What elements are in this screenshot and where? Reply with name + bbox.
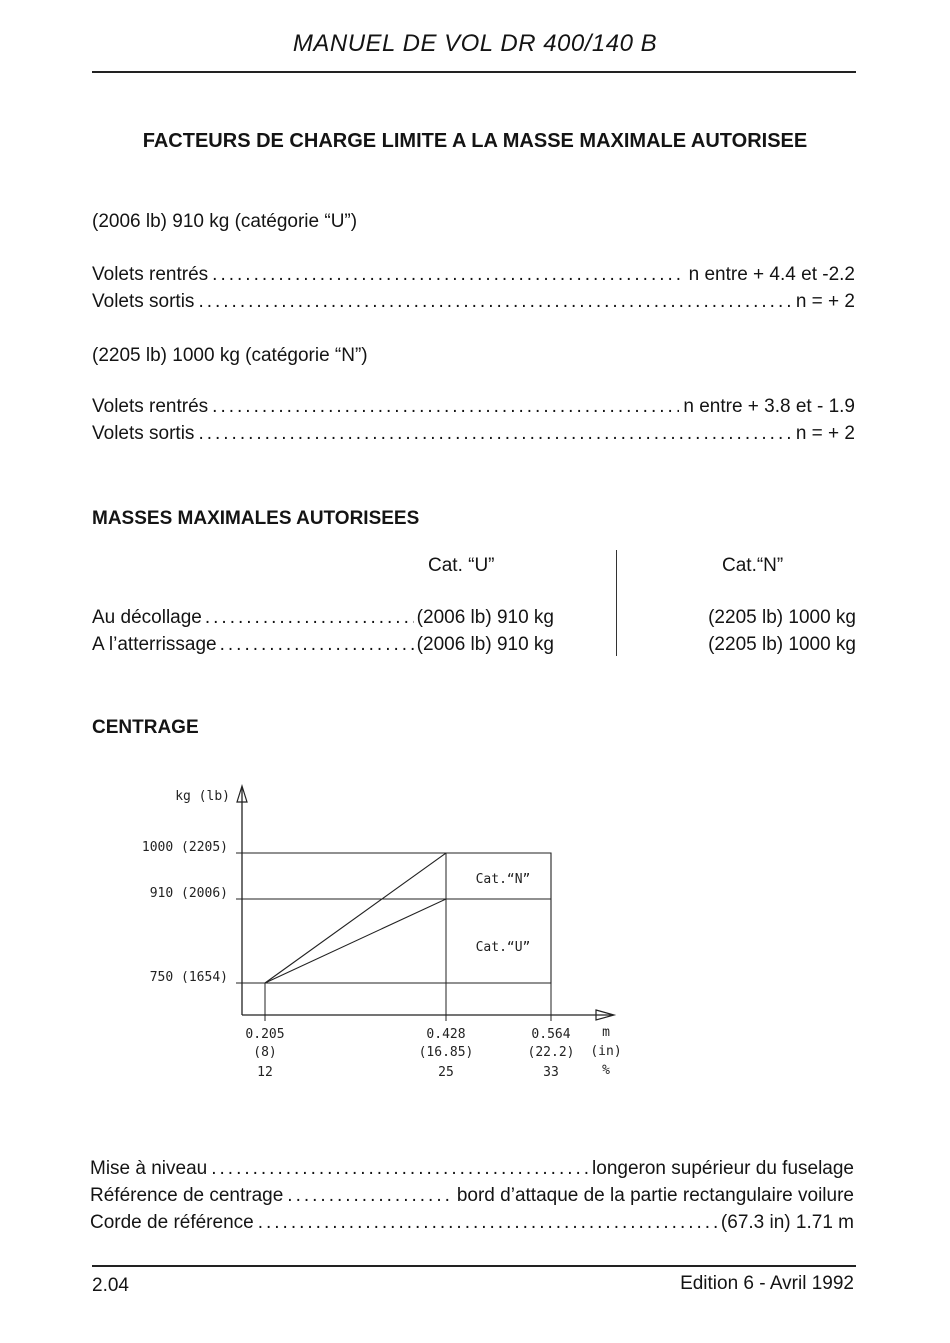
x-tick-label-in: (8) (253, 1045, 277, 1060)
section-title-centrage: CENTRAGE (92, 717, 199, 738)
y-axis-label: kg (lb) (175, 789, 230, 804)
mass-takeoff-n: (2205 lb) 1000 kg (708, 607, 856, 628)
dot-leader (287, 1185, 453, 1207)
mass-landing-n: (2205 lb) 1000 kg (708, 634, 856, 655)
row-value-u: (2006 lb) 910 kg (416, 634, 554, 655)
section-title-load-factors: FACTEURS DE CHARGE LIMITE A LA MASSE MAXIMALE AUTORISEE (142, 130, 808, 152)
dot-leader (211, 1158, 588, 1180)
y-tick-label-750: 750 (1654) (149, 970, 228, 985)
x-tick-label-pct: 33 (543, 1065, 559, 1080)
ref-row-leveling (90, 1158, 854, 1184)
x-tick-label-m: 0.564 (531, 1027, 571, 1042)
y-tick-label-910: 910 (2006) (149, 886, 228, 901)
row-label: Volets sortis (92, 291, 195, 312)
x-tick-label-in: (16.85) (418, 1045, 474, 1060)
col-header-cat-n: Cat.“N” (722, 555, 784, 576)
col-header-cat-u: Cat. “U” (428, 555, 495, 576)
row-label: Référence de centrage (90, 1185, 284, 1206)
row-value: n = + 2 (795, 423, 855, 444)
x-tick-label-m: 0.205 (245, 1027, 285, 1042)
page-number: 2.04 (92, 1275, 129, 1296)
row-value: longeron supérieur du fuselage (592, 1158, 854, 1179)
row-label: Volets rentrés (92, 396, 209, 417)
annotation-cat-u: Cat.“U” (475, 940, 531, 955)
annotation-cat-n: Cat.“N” (475, 872, 531, 887)
cat-n-heading: (2205 lb) 1000 kg (catégorie “N”) (92, 345, 368, 366)
x-unit-in: (in) (590, 1044, 622, 1059)
row-value: n = + 2 (795, 291, 855, 312)
row-label: Volets sortis (92, 423, 195, 444)
dot-leader (258, 1212, 717, 1234)
x-tick-label-m: 0.428 (426, 1027, 466, 1042)
x-tick-label-pct: 25 (438, 1065, 454, 1080)
manual-title: MANUEL DE VOL DR 400/140 B (292, 30, 658, 57)
footer-rule (92, 1265, 856, 1267)
row-label: Au décollage (92, 607, 202, 628)
section-title-masses: MASSES MAXIMALES AUTORISEES (92, 508, 420, 529)
row-value: (67.3 in) 1.71 m (720, 1212, 854, 1233)
row-label: Corde de référence (90, 1212, 254, 1233)
ref-row-datum (90, 1185, 854, 1211)
x-unit-m: m (602, 1025, 610, 1040)
row-value: bord d’attaque de la partie rectangulaire voilure (456, 1185, 854, 1206)
row-value: n entre + 3.8 et - 1.9 (683, 396, 855, 417)
row-value: n entre + 4.4 et -2.2 (688, 264, 855, 285)
cat-u-heading: (2006 lb) 910 kg (catégorie “U”) (92, 211, 358, 232)
x-tick-label-pct: 12 (257, 1065, 273, 1080)
row-label: Volets rentrés (92, 264, 209, 285)
row-label: Mise à niveau (90, 1158, 208, 1179)
row-value-u: (2006 lb) 910 kg (416, 607, 554, 628)
x-tick-label-in: (22.2) (527, 1045, 575, 1060)
row-label: A l’atterrissage (92, 634, 217, 655)
y-tick-label-1000: 1000 (2205) (141, 840, 228, 855)
ref-row-chord (90, 1212, 854, 1238)
x-unit-pct: % (602, 1063, 610, 1078)
edition-label: Edition 6 - Avril 1992 (680, 1273, 854, 1294)
